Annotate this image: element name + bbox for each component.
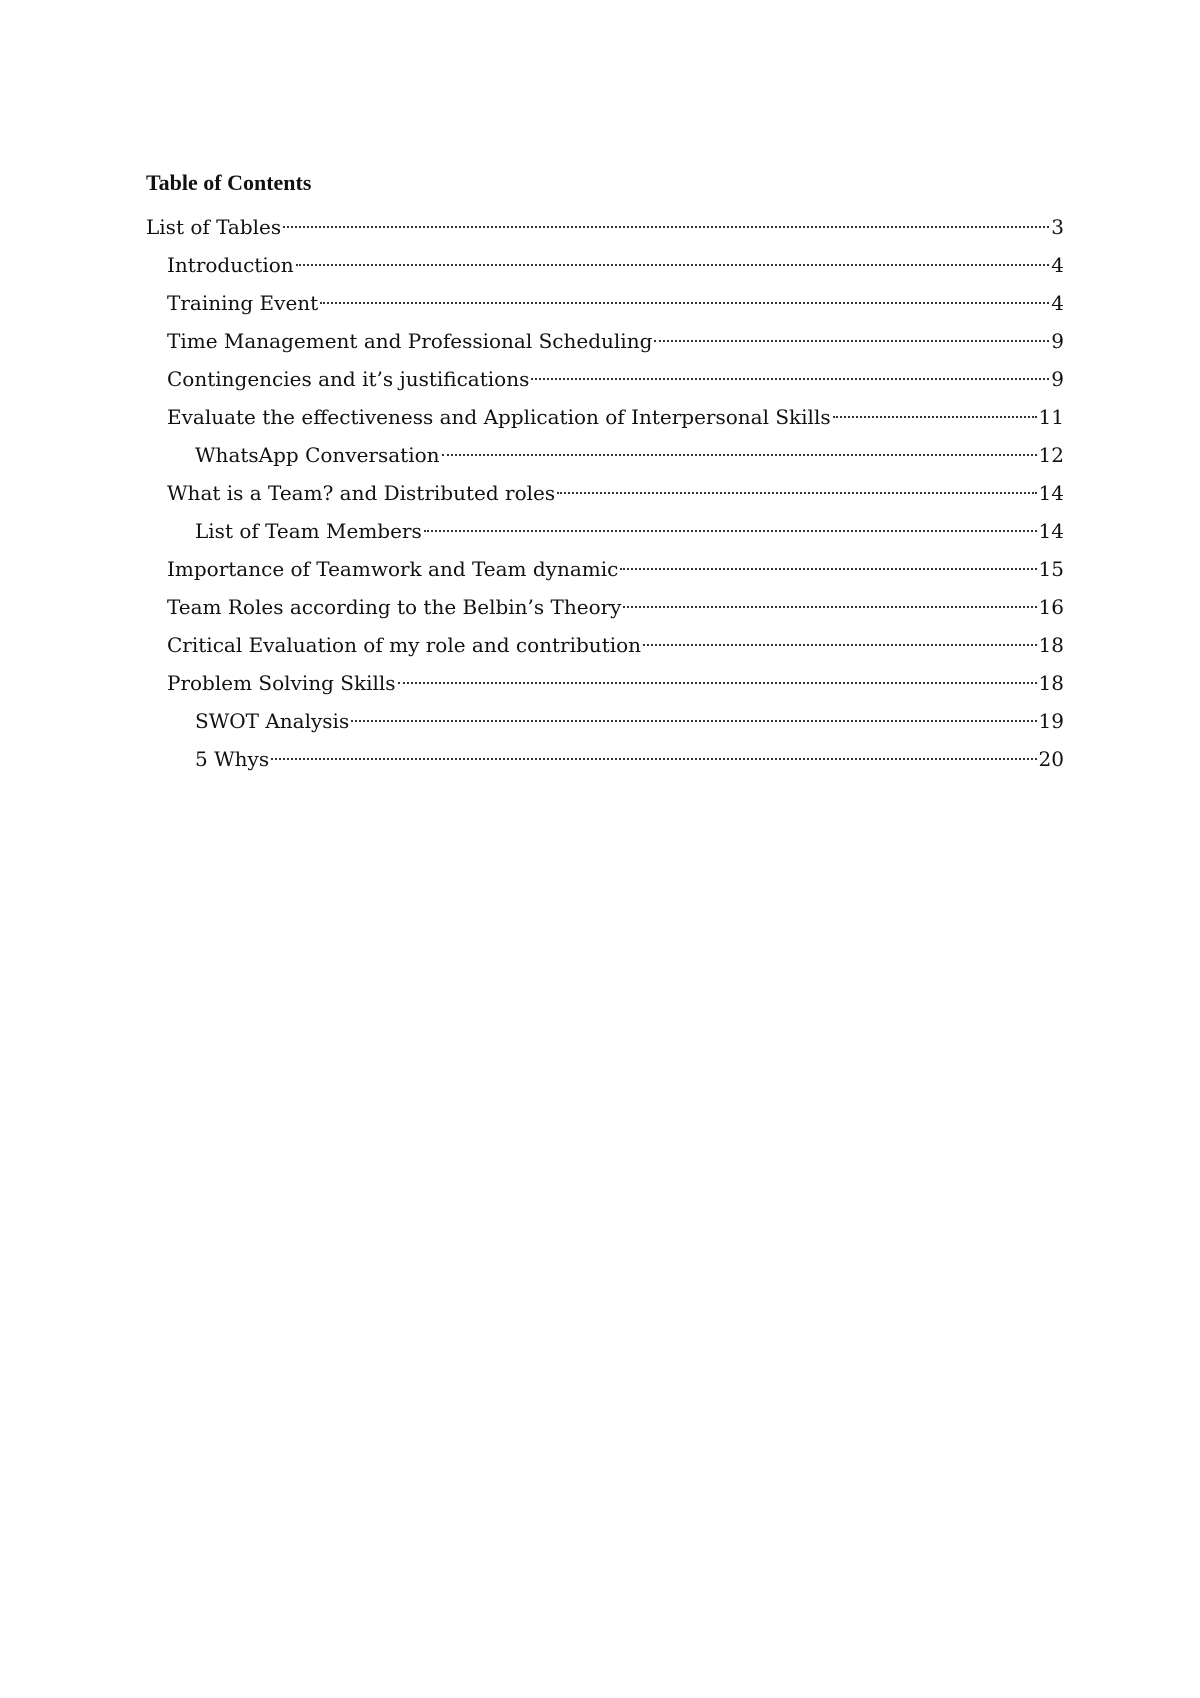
toc-entry-label: Evaluate the effectiveness and Application of Interpersonal Skills — [167, 405, 831, 429]
toc-dot-leader — [320, 301, 1049, 304]
toc-dot-leader — [296, 263, 1050, 266]
toc-entry-label: List of Tables — [146, 215, 282, 239]
toc-entry-label: Introduction — [167, 253, 294, 277]
toc-dot-leader — [271, 757, 1036, 760]
toc-entry-page-number: 3 — [1051, 215, 1064, 239]
toc-entry-page-number: 15 — [1038, 557, 1064, 581]
toc-entry-label: Importance of Teamwork and Team dynamic — [167, 557, 619, 581]
toc-entry[interactable] — [146, 246, 1064, 284]
table-of-contents — [146, 168, 1064, 778]
toc-dot-leader — [643, 643, 1037, 646]
toc-entry[interactable] — [146, 436, 1064, 474]
toc-dot-leader — [424, 529, 1037, 532]
toc-entry-label: Problem Solving Skills — [167, 671, 396, 695]
toc-dot-leader — [351, 719, 1036, 722]
toc-entry-label: SWOT Analysis — [195, 709, 350, 733]
toc-entry[interactable] — [146, 512, 1064, 550]
toc-entry[interactable] — [146, 588, 1064, 626]
toc-entry-page-number: 16 — [1038, 595, 1064, 619]
toc-entry-label: Training Event — [167, 291, 319, 315]
toc-entry-label: WhatsApp Conversation — [195, 443, 440, 467]
toc-dot-leader — [654, 339, 1049, 342]
toc-entry-label: Time Management and Professional Scheduling — [167, 329, 653, 353]
toc-dot-leader — [623, 605, 1036, 608]
toc-entry[interactable] — [146, 550, 1064, 588]
toc-entry-label: 5 Whys — [195, 747, 270, 771]
toc-entry-label: Team Roles according to the Belbin’s Theory — [167, 595, 622, 619]
toc-entry[interactable] — [146, 208, 1064, 246]
toc-entry[interactable] — [146, 702, 1064, 740]
toc-entry[interactable] — [146, 360, 1064, 398]
toc-dot-leader — [442, 453, 1037, 456]
toc-entry-page-number: 14 — [1038, 481, 1064, 505]
toc-title: Table of Contents — [146, 170, 312, 195]
toc-entry-label: What is a Team? and Distributed roles — [167, 481, 556, 505]
toc-entry[interactable] — [146, 664, 1064, 702]
toc-entry[interactable] — [146, 284, 1064, 322]
toc-dot-leader — [398, 681, 1037, 684]
toc-entry-label: Contingencies and it’s justifications — [167, 367, 530, 391]
toc-dot-leader — [620, 567, 1036, 570]
toc-entry-page-number: 4 — [1051, 253, 1064, 277]
toc-entry-page-number: 19 — [1038, 709, 1064, 733]
toc-entry-page-number: 9 — [1051, 367, 1064, 391]
toc-entry[interactable] — [146, 626, 1064, 664]
toc-entry-page-number: 14 — [1038, 519, 1064, 543]
toc-entry[interactable] — [146, 322, 1064, 360]
toc-entry-page-number: 18 — [1038, 633, 1064, 657]
toc-entry[interactable] — [146, 474, 1064, 512]
toc-list — [146, 208, 1064, 778]
toc-dot-leader — [531, 377, 1049, 380]
toc-entry-page-number: 12 — [1038, 443, 1064, 467]
toc-dot-leader — [833, 415, 1037, 418]
toc-entry-page-number: 4 — [1051, 291, 1064, 315]
toc-dot-leader — [557, 491, 1036, 494]
toc-entry-label: Critical Evaluation of my role and contribution — [167, 633, 642, 657]
toc-entry-page-number: 9 — [1051, 329, 1064, 353]
toc-entry[interactable] — [146, 740, 1064, 778]
toc-entry[interactable] — [146, 398, 1064, 436]
toc-entry-page-number: 18 — [1038, 671, 1064, 695]
toc-dot-leader — [283, 225, 1049, 228]
toc-entry-label: List of Team Members — [195, 519, 422, 543]
toc-entry-page-number: 11 — [1038, 405, 1064, 429]
toc-entry-page-number: 20 — [1038, 747, 1064, 771]
